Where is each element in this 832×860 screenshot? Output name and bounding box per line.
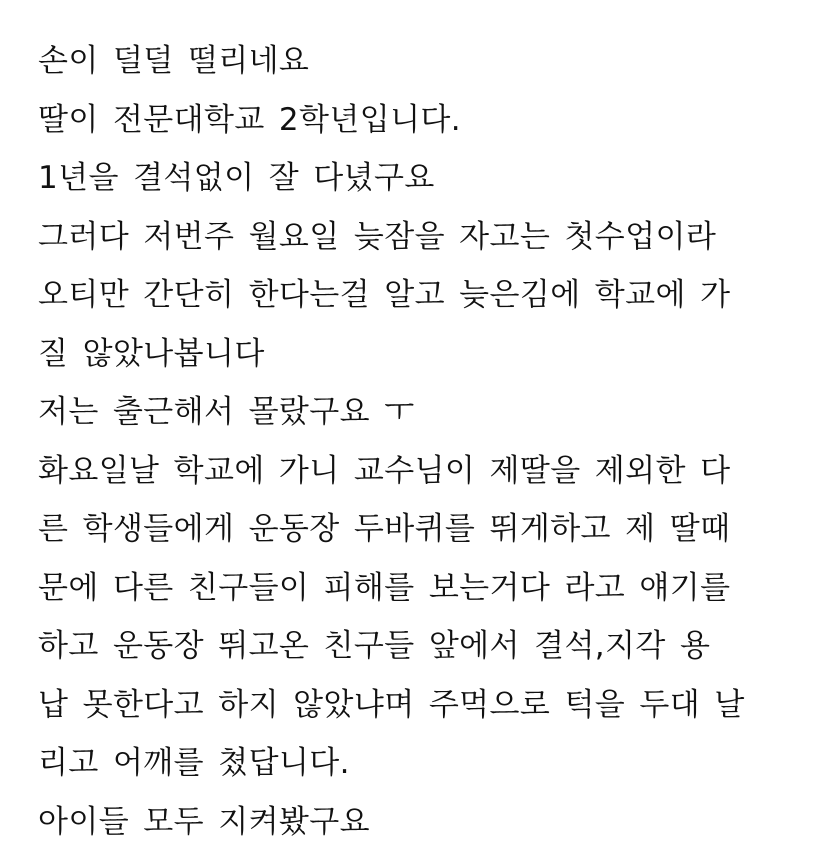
text-line: 납 못한다고 하지 않았냐며 주먹으로 턱을 두대 날 xyxy=(38,686,745,723)
text-line: 그러다 저번주 월요일 늦잠을 자고는 첫수업이라 xyxy=(38,218,717,255)
text-line: 저는 출근해서 몰랐구요 ㅜ xyxy=(38,394,415,430)
text-line: 하고 운동장 뛰고온 친구들 앞에서 결석,지각 용 xyxy=(38,628,711,664)
text-line: 오티만 간단히 한다는걸 알고 늦은김에 학교에 가 xyxy=(38,277,731,313)
text-line: 딸이 전문대학교 2학년입니다. xyxy=(38,101,462,138)
text-line: 화요일날 학교에 가니 교수님이 제딸을 제외한 다 xyxy=(38,452,731,489)
text-line: 손이 덜덜 떨리네요 xyxy=(38,43,310,79)
text-line: 1년을 결석없이 잘 다녔구요 xyxy=(38,160,435,196)
post-body xyxy=(38,32,818,851)
text-line: 른 학생들에게 운동장 두바퀴를 뛰게하고 제 딸때 xyxy=(38,511,731,547)
text-line: 리고 어깨를 쳤답니다. xyxy=(38,745,350,781)
text-line: 문에 다른 친구들이 피해를 보는거다 라고 얘기를 xyxy=(38,569,731,606)
text-line: 질 않았나봅니다 xyxy=(38,335,265,372)
text-line: 아이들 모두 지켜봤구요 xyxy=(38,803,370,840)
